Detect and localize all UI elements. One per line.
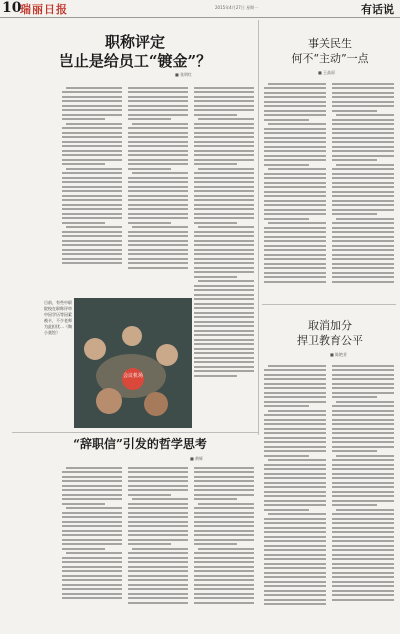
photo-caption: 日前，有些中职院校在职称评审中因学历等因素被卡，不少老师为此担忧…（陶小莫绘） — [44, 300, 72, 335]
section-divider — [12, 432, 258, 433]
right-top-column-1 — [264, 80, 326, 300]
person-figure — [144, 392, 168, 416]
right-top-column-2 — [332, 80, 394, 300]
photo-label: 会议机场 — [122, 368, 144, 390]
person-figure — [122, 326, 142, 346]
right-bottom-article-title: 取消加分 捍卫教育公平 — [297, 319, 363, 347]
person-figure — [96, 388, 122, 414]
newspaper-logo: 瑞丽日报 — [20, 3, 68, 16]
bottom-article-column-1 — [62, 464, 122, 630]
bottom-article-byline: ■ 黄辉 — [190, 456, 204, 461]
bottom-article-column-3 — [194, 464, 254, 630]
page-header — [0, 0, 400, 18]
main-article-column-3 — [194, 84, 254, 424]
page-number: 10 — [2, 0, 22, 16]
section-divider — [262, 304, 396, 305]
main-article-column-1 — [62, 84, 122, 294]
right-bottom-column-1 — [264, 362, 326, 630]
date-line: 2015年4月27日 星期一 — [215, 5, 259, 10]
illustration-photo — [74, 298, 192, 428]
column-divider — [258, 20, 259, 435]
bottom-article-column-2 — [128, 464, 188, 630]
person-figure — [84, 338, 106, 360]
person-figure — [156, 344, 178, 366]
main-article-column-2 — [128, 84, 188, 294]
bottom-article-title: “辞职信”引发的哲学思考 — [73, 437, 207, 451]
right-top-article-title: 事关民生 何不“主动”一点 — [291, 37, 369, 65]
right-top-article-byline: ■ 王高原 — [318, 70, 336, 75]
main-article-byline: ■ 张明红 — [175, 72, 193, 77]
right-bottom-column-2 — [332, 362, 394, 630]
right-bottom-article-byline: ■ 陈艳芳 — [330, 352, 348, 357]
main-article-title: 职称评定 岂止是给员工“镀金”？ — [58, 33, 212, 70]
section-title: 有话说 — [361, 3, 394, 16]
